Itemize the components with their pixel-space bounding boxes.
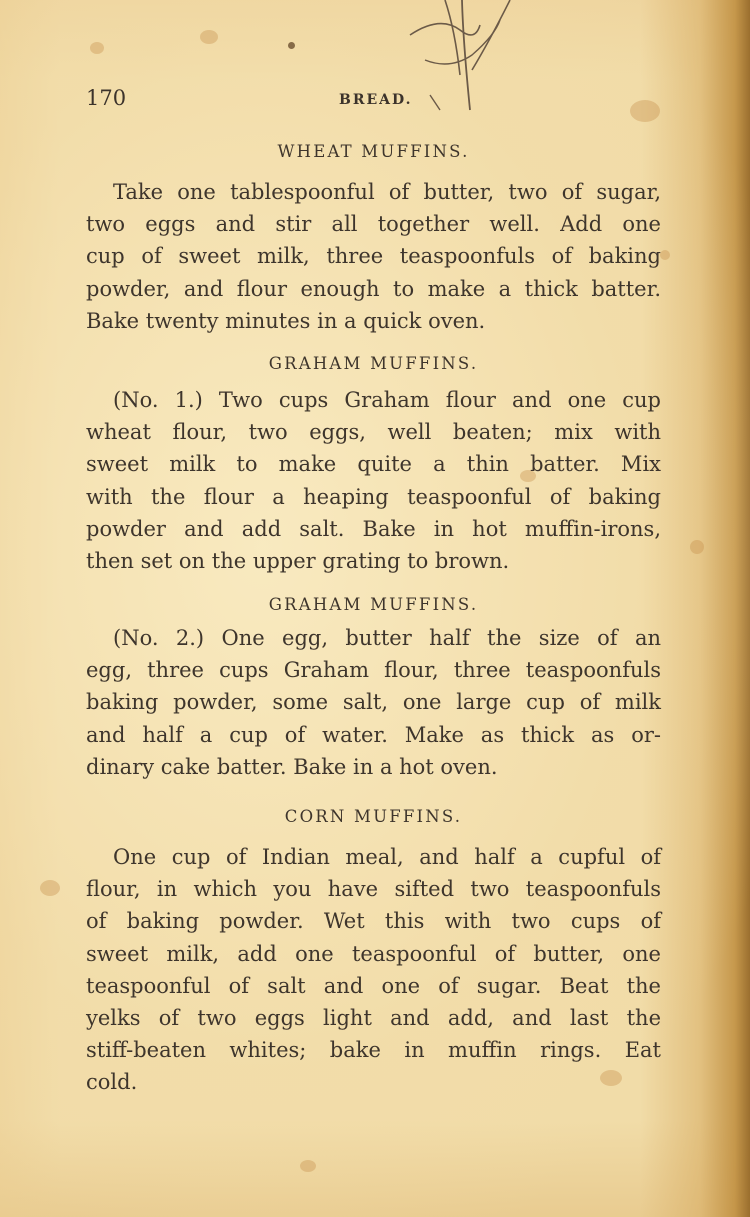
page-number: 170 [86, 86, 127, 110]
text-line: egg, three cups Graham flour, three teaspoonfuls [86, 658, 661, 683]
text-line: (No. 2.) One egg, butter half the size of an [113, 626, 661, 650]
recipe-body [86, 841, 661, 1099]
text-line: two eggs and stir all together well. Add one [86, 212, 661, 237]
text-line: cold. [86, 1070, 138, 1095]
text-line: wheat flour, two eggs, well beaten; mix with [86, 420, 661, 445]
recipe-body [86, 176, 661, 337]
recipe-body [86, 384, 661, 577]
text-line: Bake twenty minutes in a quick oven. [86, 308, 486, 333]
recipe-heading: CORN MUFFINS. [284, 807, 463, 826]
text-line: powder, and flour enough to make a thick batter. [86, 276, 661, 301]
text-line: teaspoonful of salt and one of sugar. Beat the [86, 973, 661, 998]
recipe-heading: GRAHAM MUFFINS. [268, 354, 479, 373]
foxing-spot [200, 30, 218, 44]
text-line: Take one tablespoonful of butter, two of sugar, [113, 180, 661, 204]
text-line: of baking powder. Wet this with two cups of [86, 909, 661, 934]
text-line: sweet milk to make quite a thin batter. Mix [86, 452, 661, 477]
text-line: powder and add salt. Bake in hot muffin-irons, [86, 516, 661, 541]
foxing-spot [690, 540, 704, 554]
recipe-heading: WHEAT MUFFINS. [277, 142, 470, 161]
text-line: yelks of two eggs light and add, and last the [86, 1006, 661, 1031]
text-line: (No. 1.) Two cups Graham flour and one cup [113, 388, 661, 412]
text-line: then set on the upper grating to brown. [86, 549, 510, 574]
recipe-body [86, 622, 661, 783]
foxing-spot [90, 42, 104, 54]
foxing-spot [40, 880, 60, 896]
text-line: cup of sweet milk, three teaspoonfuls of baking [86, 244, 661, 269]
foxing-spot [300, 1160, 316, 1172]
foxing-spot [288, 42, 295, 49]
text-line: sweet milk, add one teaspoonful of butter, one [86, 941, 661, 966]
text-line: baking powder, some salt, one large cup of milk [86, 690, 661, 715]
running-head: BREAD. [339, 92, 413, 108]
text-line: flour, in which you have sifted two teaspoonfuls [86, 877, 661, 902]
recipe-heading: GRAHAM MUFFINS. [268, 595, 479, 614]
page-header [86, 86, 661, 116]
foxing-spot [660, 250, 670, 260]
text-line: and half a cup of water. Make as thick as or- [86, 722, 661, 747]
pencil-mark-icon [400, 0, 520, 125]
text-line: One cup of Indian meal, and half a cupful of [113, 845, 661, 869]
text-line: dinary cake batter. Bake in a hot oven. [86, 754, 498, 779]
text-line: stiff-beaten whites; bake in muffin rings. Eat [86, 1038, 661, 1063]
text-line: with the flour a heaping teaspoonful of baking [86, 484, 661, 509]
